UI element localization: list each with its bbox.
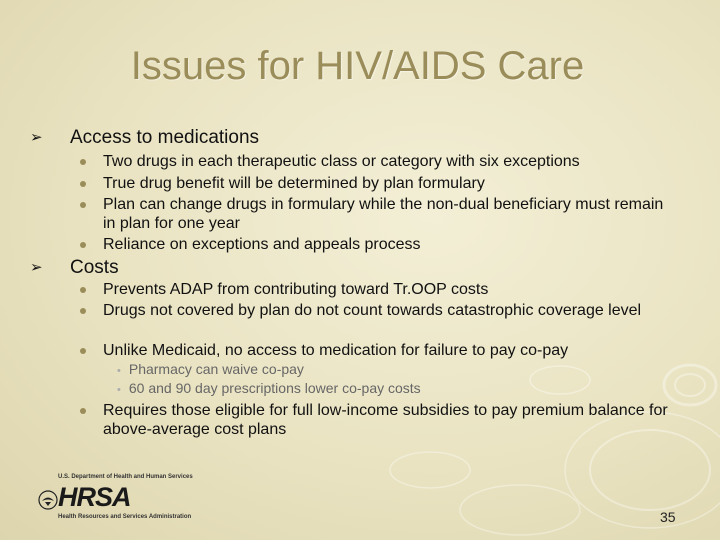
list-item xyxy=(80,235,680,254)
small-dot-bullet-icon: • xyxy=(117,384,121,396)
dot-bullet-icon xyxy=(80,159,86,165)
dot-bullet-icon xyxy=(80,408,86,414)
arrowhead-bullet-icon: ➢ xyxy=(30,129,43,146)
bullet-text: True drug benefit will be determined by plan formulary xyxy=(103,175,485,192)
bullet-text: Prevents ADAP from contributing toward Tr.OOP costs xyxy=(103,281,489,298)
dot-bullet-icon xyxy=(80,348,86,354)
dot-bullet-icon xyxy=(80,287,86,293)
hrsa-logo xyxy=(38,474,218,524)
logo-wordmark: HRSA xyxy=(58,482,131,512)
dot-bullet-icon xyxy=(80,242,86,248)
agency-name: U.S. Department of Health and Human Services xyxy=(58,474,193,480)
arrowhead-bullet-icon: ➢ xyxy=(30,259,43,276)
slide-title: Issues for HIV/AIDS Care xyxy=(130,44,585,88)
sub-bullet-text: Pharmacy can waive co-pay xyxy=(128,361,304,377)
list-item xyxy=(80,174,680,193)
dot-bullet-icon xyxy=(80,308,86,314)
list-item xyxy=(80,152,680,171)
small-dot-bullet-icon: • xyxy=(117,365,121,377)
sub-list-item xyxy=(117,380,421,396)
bullet-text: Requires those eligible for full low-income subsidies to pay premium balance for above-average cost plans xyxy=(103,402,668,438)
sub-list-item xyxy=(117,361,304,377)
list-item xyxy=(80,301,680,320)
list-item xyxy=(80,401,680,439)
list-item xyxy=(80,341,680,360)
bullet-text: Reliance on exceptions and appeals process xyxy=(103,236,421,253)
bullet-text: Two drugs in each therapeutic class or category with six exceptions xyxy=(103,153,580,170)
agency-full-name: Health Resources and Services Administration xyxy=(58,514,192,520)
page-number: 35 xyxy=(660,509,676,525)
list-item xyxy=(80,195,680,233)
dot-bullet-icon xyxy=(80,202,86,208)
bullet-text: Plan can change drugs in formulary while the non-dual beneficiary must remain in plan for one year xyxy=(103,196,664,232)
bullet-text: Drugs not covered by plan do not count towards catastrophic coverage level xyxy=(103,302,642,319)
bullet-text: Unlike Medicaid, no access to medication for failure to pay co-pay xyxy=(103,342,569,359)
eagle-icon xyxy=(38,490,58,510)
section-heading: Access to medications xyxy=(70,127,260,148)
section-heading: Costs xyxy=(70,257,119,278)
sub-bullet-text: 60 and 90 day prescriptions lower co-pay costs xyxy=(128,380,421,396)
list-item xyxy=(80,280,680,299)
dot-bullet-icon xyxy=(80,181,86,187)
